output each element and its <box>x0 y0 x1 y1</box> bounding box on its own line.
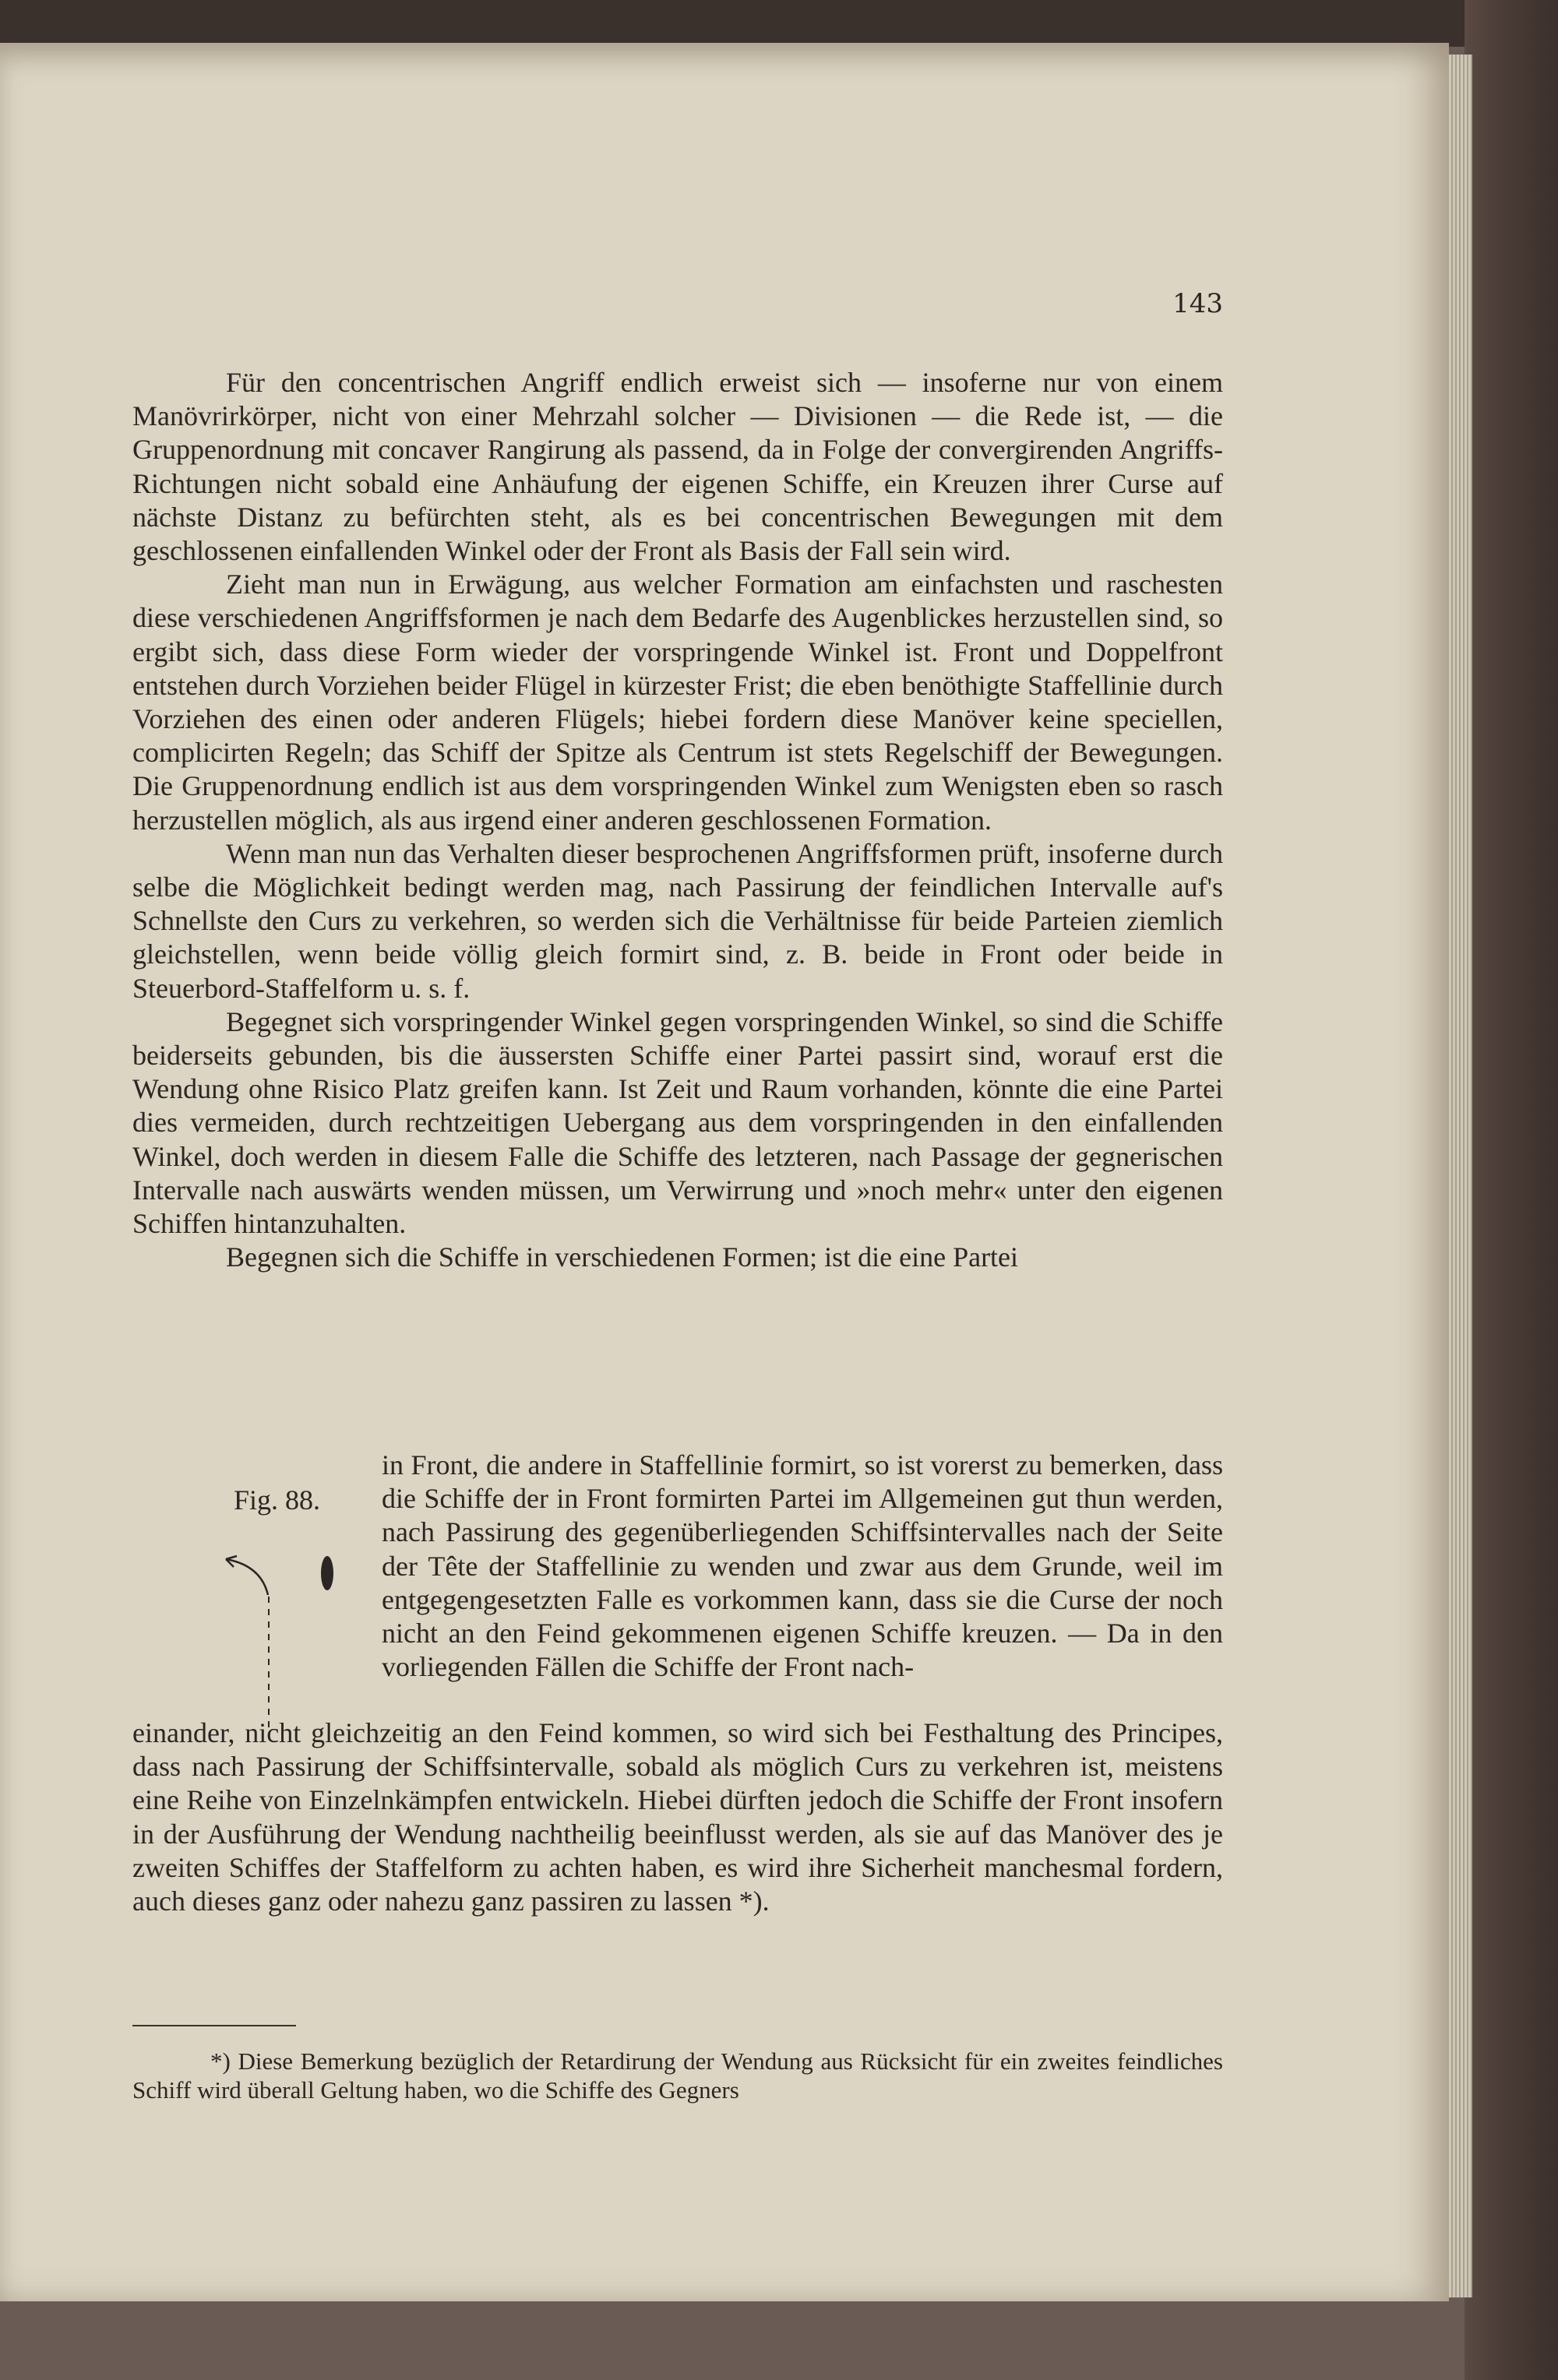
main-text-bottom <box>132 1716 1223 1918</box>
paragraph-5-wrap: in Front, die andere in Staffellinie formirt, so ist vorerst zu bemerken, dass die Schiffe der in Front formirten Partei im Allgemeinen gut thun werden, nach Passirung des gegenüberliegenden Schiffsintervalles nach der Seite der Tête der Staffellinie zu wenden und zwar aus dem Grunde, weil im entgegengesetzten Falle es vorkommen kann, dass sie die Curse der noch nicht an den Feind gekommenen eigenen Schiffe kreuzen. — Da in den vorliegenden Fällen die Schiffe der Front nach- <box>382 1449 1223 1683</box>
footnote-text: *) Diese Bemerkung bezüglich der Retardirung der Wendung aus Rücksicht für ein zweites feindliches Schiff wird überall Geltung haben, wo die Schiffe des Gegners <box>132 2047 1223 2104</box>
paragraph-5-end: einander, nicht gleichzeitig an den Feind kommen, so wird sich bei Festhaltung des Principes, dass nach Passirung der Schiffsintervalle, sobald als möglich Curs zu verkehren ist, meistens eine Reihe von Einzelnkämpfen entwickeln. Hiebei dürften jedoch die Schiffe der Front insofern in der Ausführung der Wendung nachtheilig beeinflusst werden, als sie auf das Manöver des je zweiten Schiffes der Staffelform zu achten haben, es wird ihre Sicherheit manchesmal fordern, auch dieses ganz oder nahezu ganz passiren zu lassen *). <box>132 1717 1223 1917</box>
page-number: 143 <box>1172 288 1223 319</box>
ship-marker-right <box>321 1556 333 1590</box>
main-text-top <box>132 366 1223 1274</box>
book-cover-right <box>1465 0 1558 2380</box>
figure-wrap-text <box>382 1449 1223 1684</box>
footnote-rule <box>132 2025 296 2026</box>
paragraph-4: Begegnet sich vorspringender Winkel gegen vorspringenden Winkel, so sind die Schiffe beiderseits gebunden, bis die äussersten Schiffe einer Partei passirt sind, worauf erst die Wendung ohne Risico Platz greifen kann. Ist Zeit und Raum vorhanden, könnte die eine Partei dies vermeiden, durch rechtzeitigen Uebergang aus dem vorspringenden in den einfallenden Winkel, doch werden in diesem Falle die Schiffe des letzteren, nach Passage der gegnerischen Intervalle nach auswärts wenden müssen, um Verwirrung und »noch mehr« unter den eigenen Schiffen hintanzuhalten. <box>132 1005 1223 1240</box>
paragraph-5-start: Begegnen sich die Schiffe in verschiedenen Formen; ist die eine Partei <box>226 1241 1019 1273</box>
paragraph-3: Wenn man nun das Verhalten dieser besprochenen Angriffsformen prüft, insoferne durch selbe die Möglichkeit bedingt werden mag, nach Passirung der feindlichen Intervalle auf's Schnellste den Curs zu verkehren, so werden sich die Verhältnisse für beide Parteien ziemlich gleichstellen, wenn beide völlig gleich formirt sind, z. B. beide in Front oder beide in Steuerbord-Staffelform u. s. f. <box>132 837 1223 1004</box>
paragraph-1: Für den concentrischen Angriff endlich erweist sich — insoferne nur von einem Manövrirkörper, nicht von einer Mehrzahl solcher — Divisionen — die Rede ist, — die Gruppenordnung mit concaver Rangirung als passend, da in Folge der convergirenden Angriffs-Richtungen nicht sobald eine Anhäufung der eigenen Schiffe, ein Kreuzen ihrer Curse auf nächste Distanz zu befürchten steht, als es bei concentrischen Bewegungen mit dem geschlossenen einfallenden Winkel oder der Front als Basis der Fall sein wird. <box>132 367 1223 567</box>
paragraph-2: Zieht man nun in Erwägung, aus welcher Formation am einfachsten und raschesten diese verschiedenen Angriffsformen je nach dem Bedarfe des Augenblickes herzustellen sind, so ergibt sich, dass diese Form wieder der vorspringende Winkel ist. Front und Doppelfront entstehen durch Vorziehen beider Flügel in kürzester Frist; die eben benöthigte Staffellinie durch Vorziehen des einen oder anderen Flügels; hiebei fordern diese Manöver keine speciellen, complicirten Regeln; das Schiff der Spitze als Centrum ist stets Regelschiff der Bewegungen. Die Gruppenordnung endlich ist aus dem vorspringenden Winkel zum Wenigsten eben so rasch herzustellen möglich, als aus irgend einer anderen geschlossenen Formation. <box>132 569 1223 836</box>
book-cover-top <box>0 0 1558 47</box>
figure-label: Fig. 88. <box>234 1484 321 1516</box>
footnote <box>132 2047 1223 2104</box>
turning-arrow <box>226 1556 268 1595</box>
figure-88-diagram <box>218 1480 374 1729</box>
